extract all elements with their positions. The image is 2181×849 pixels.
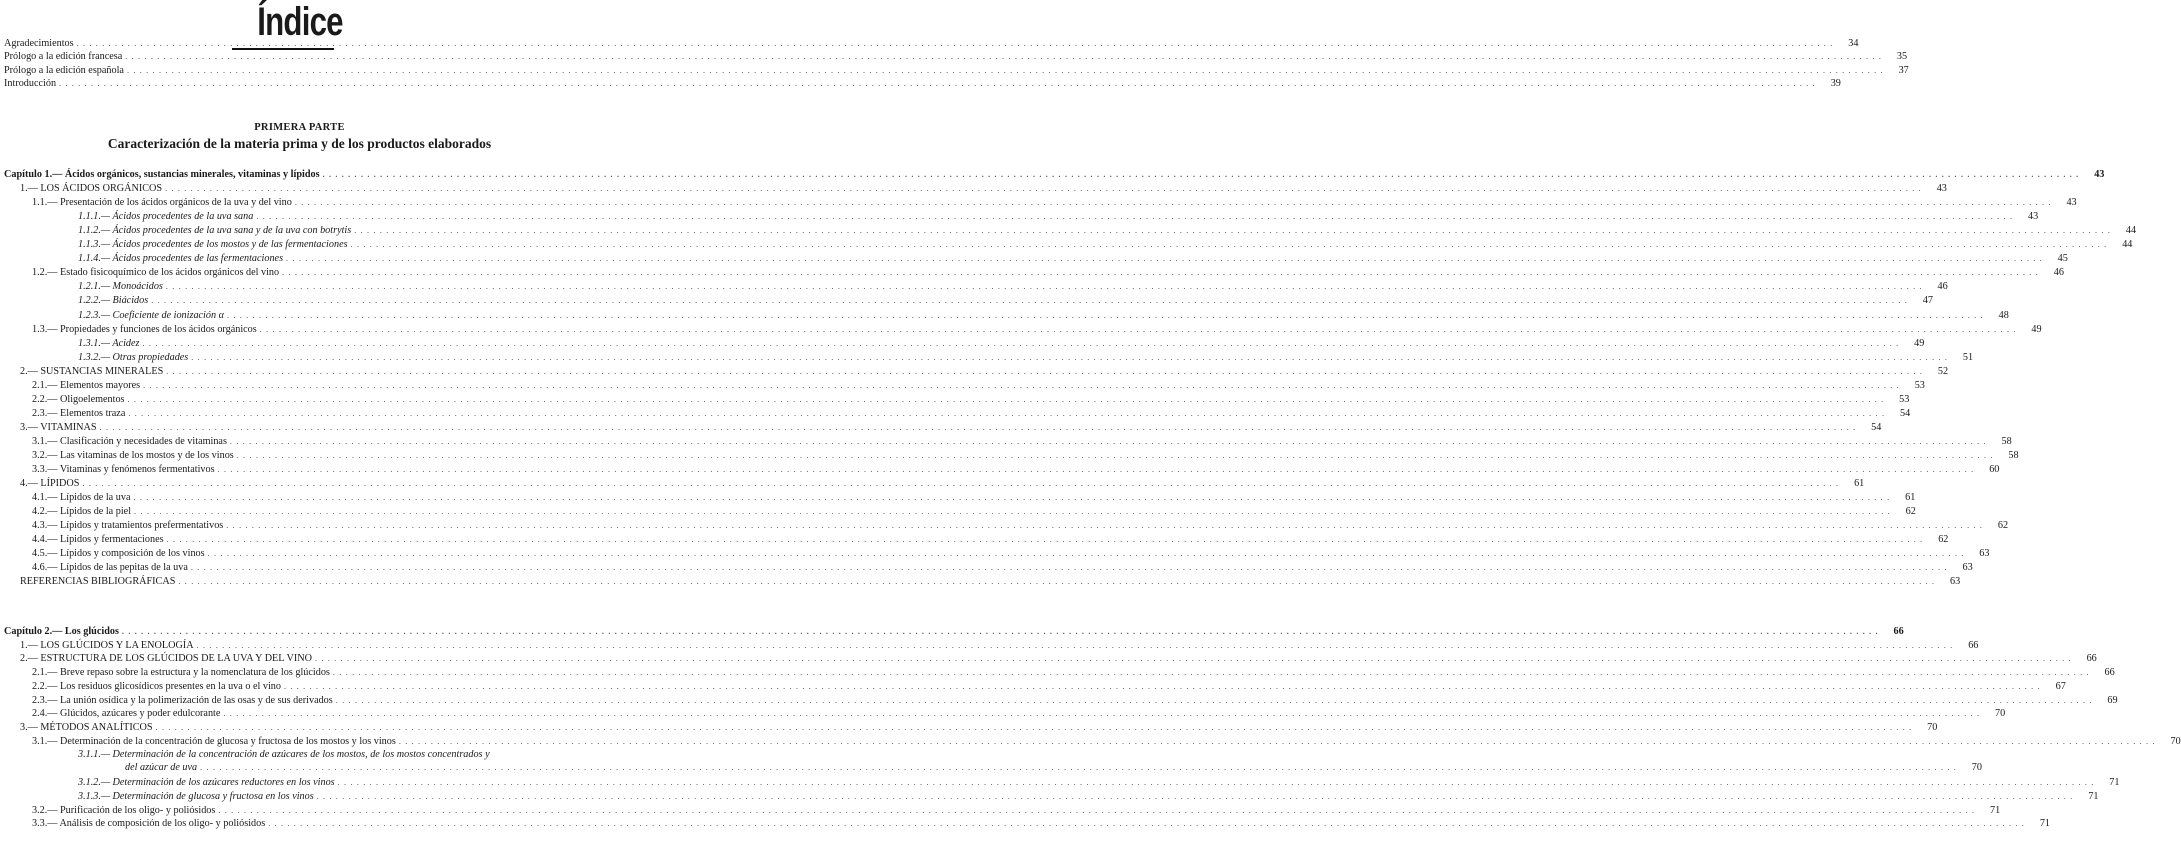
toc-entry-wrapped[interactable] <box>4 748 1982 775</box>
toc-entry-text: Análisis de composición de los oligo- y poliósidos <box>59 818 266 830</box>
toc-entry-number: 3.3.— <box>32 464 58 476</box>
dot-leader <box>338 776 2095 789</box>
toc-entry-page: 54 <box>1871 421 1882 433</box>
toc-entry-page: 61 <box>1854 478 1865 490</box>
toc-entry[interactable] <box>4 449 2019 462</box>
toc-entry-number: 4.4.— <box>32 534 58 546</box>
toc-entry-page: 34 <box>1848 38 1859 49</box>
toc-entry-label <box>78 294 148 307</box>
toc-entry-text: Coeficiente de ionización α <box>112 309 224 321</box>
toc-entry-label <box>78 210 253 223</box>
toc-entry-page: 51 <box>1962 351 1974 363</box>
toc-entry-page: 46 <box>2053 267 2064 279</box>
toc-entry-number: 2.4.— <box>32 708 58 720</box>
toc-entry-text: Determinación de la concentración de glucosa y fructosa de los mostos y los vinos <box>60 735 396 747</box>
toc-entry[interactable] <box>4 519 2009 532</box>
dot-leader <box>167 533 1924 546</box>
toc-entry[interactable] <box>4 182 1947 195</box>
toc-entry-text: Lípidos y tratamientos prefermentativos <box>60 520 224 532</box>
toc-entry-label <box>78 351 188 364</box>
toc-entry-text: Capítulo 2.— Los glúcidos <box>4 626 119 637</box>
toc-entry-number: 1.2.3.— <box>78 309 110 321</box>
toc-entry-page: 70 <box>1971 762 1982 774</box>
toc-entry-page: 62 <box>1997 520 2009 532</box>
toc-entry-number: 2.2.— <box>32 393 58 405</box>
dot-leader <box>166 365 1923 378</box>
toc-entry-page: 71 <box>1990 804 2001 816</box>
toc-entry-text: Biácidos <box>112 295 149 307</box>
toc-entry[interactable] <box>4 393 1910 406</box>
toc-entry-page: 58 <box>2008 450 2019 461</box>
toc-entry[interactable] <box>4 337 1925 350</box>
toc-entry-number: 4.1.— <box>32 492 58 504</box>
dot-leader <box>208 547 1965 560</box>
toc-entry-number: 1.1.4.— <box>78 253 110 265</box>
toc-entry-text: Estado fisicoquímico de los ácidos orgánicos del vino <box>60 267 280 279</box>
toc-entry-label <box>32 196 292 209</box>
toc-entry-number: 2.3.— <box>32 407 58 419</box>
toc-entry-label <box>4 625 119 638</box>
toc-entry-number: 1.2.1.— <box>78 281 110 293</box>
dot-leader <box>128 393 1885 406</box>
dot-leader <box>256 210 2013 223</box>
toc-entry[interactable] <box>4 652 2097 665</box>
toc-entry-number: 3.2.— <box>32 450 58 461</box>
dot-leader <box>200 761 1957 774</box>
part-label: PRIMERA PARTE <box>254 122 345 133</box>
toc-entry-text: Elementos traza <box>60 407 126 419</box>
toc-entry-page: 43 <box>1936 183 1947 195</box>
toc-entry-label <box>32 735 396 748</box>
toc-entry-label <box>32 533 164 546</box>
toc-entry-label <box>32 519 223 532</box>
dot-leader <box>315 652 2072 665</box>
dot-leader <box>218 804 1975 817</box>
toc-entry-label <box>78 280 163 293</box>
toc-entry-page: 48 <box>1998 309 2009 321</box>
toc-entry-number: 2.1.— <box>32 379 58 391</box>
toc-entry-text: LOS ÁCIDOS ORGÁNICOS <box>40 183 163 195</box>
toc-entry[interactable] <box>4 280 1948 293</box>
toc-entry-text: Vitaminas y fenómenos fermentativos <box>59 464 215 476</box>
toc-entry-text: La unión osídica y la polimerización de las osas y de sus derivados <box>60 694 333 706</box>
toc-entry-label <box>32 817 265 830</box>
dot-leader <box>230 435 1987 448</box>
toc-entry-page: 63 <box>1979 548 1990 560</box>
toc-entry-number: 4.5.— <box>32 548 58 560</box>
dot-leader <box>354 224 2111 237</box>
toc-entry-label <box>20 365 163 378</box>
part-subtitle: Caracterización de la materia prima y de los productos elaborados <box>107 136 492 151</box>
toc-entry-page: 63 <box>1962 562 1973 574</box>
toc-entry-label <box>78 776 335 789</box>
toc-entry-text: Lípidos de la uva <box>60 492 131 504</box>
dot-leader <box>284 680 2041 693</box>
dot-leader <box>336 694 2093 707</box>
toc-entry[interactable] <box>4 323 2042 336</box>
toc-entry[interactable] <box>4 625 1904 638</box>
toc-entry[interactable] <box>4 77 1841 90</box>
dot-leader <box>237 449 1994 462</box>
toc-entry-text: REFERENCIAS BIBLIOGRÁFICAS <box>20 576 176 588</box>
toc-entry[interactable] <box>4 694 2118 707</box>
toc-entry-label <box>20 639 194 652</box>
toc-entry[interactable] <box>4 365 1949 378</box>
dot-leader <box>286 252 2043 265</box>
toc-entry[interactable] <box>4 266 2064 279</box>
toc-entry[interactable] <box>4 575 1961 588</box>
toc-entry-page: 53 <box>1914 379 1925 391</box>
toc-entry-text: Capítulo 1.— Ácidos orgánicos, sustancias minerales, vitaminas y lípidos <box>4 169 320 180</box>
toc-entry-text: MÉTODOS ANALÍTICOS <box>40 721 153 733</box>
dot-leader <box>351 238 2108 251</box>
toc-entry[interactable] <box>4 351 1974 364</box>
toc-entry[interactable] <box>4 817 2050 830</box>
toc-entry-text: Ácidos procedentes de los mostos y de las fermentaciones <box>112 239 348 251</box>
dot-leader <box>317 790 2074 803</box>
toc-entry[interactable] <box>4 252 2068 265</box>
dot-leader <box>178 575 1935 588</box>
toc-entry-label <box>32 707 220 720</box>
dot-leader <box>165 182 1922 195</box>
toc-entry-page: 70 <box>1927 721 1938 733</box>
toc-entry-text: Introducción <box>4 77 57 89</box>
toc-entry-label <box>32 435 227 448</box>
toc-entry-number: 3.1.2.— <box>78 777 110 789</box>
dot-leader <box>197 639 1954 652</box>
toc-entry-text: Ácidos procedentes de las fermentaciones <box>112 253 284 265</box>
toc-entry-label <box>4 37 74 50</box>
toc-entry-page: 61 <box>1905 492 1916 504</box>
toc-entry[interactable] <box>4 804 2001 817</box>
toc-entry[interactable] <box>4 463 2000 476</box>
toc-entry[interactable] <box>4 379 1925 392</box>
toc-entry[interactable] <box>4 294 1933 307</box>
toc-entry-label <box>32 804 215 817</box>
toc-entry-number: 4.2.— <box>32 506 58 518</box>
dot-leader <box>323 168 2080 181</box>
toc-entry[interactable] <box>4 407 1911 420</box>
toc-entry-label <box>32 547 205 560</box>
toc-entry-number: 3.3.— <box>32 818 58 830</box>
dot-leader <box>268 817 2025 830</box>
toc-entry[interactable] <box>4 435 2012 448</box>
toc-entry-text: Prólogo a la edición francesa <box>4 51 123 63</box>
toc-entry-page: 44 <box>2125 225 2137 237</box>
dot-leader <box>223 707 1980 720</box>
toc-entry[interactable] <box>4 50 1908 63</box>
toc-entry-label <box>32 491 130 504</box>
toc-entry-page: 58 <box>2001 435 2012 447</box>
toc-entry[interactable] <box>4 735 2181 748</box>
toc-entry-page: 43 <box>2066 197 2077 209</box>
toc-entry-number: 3.1.— <box>32 435 58 447</box>
dot-leader <box>128 407 1885 420</box>
toc-entry-text: Glúcidos, azúcares y poder edulcorante <box>60 708 221 720</box>
toc-entry-number: 3.1.— <box>32 735 58 747</box>
toc-entry-text: Las vitaminas de los mostos y de los vinos <box>60 450 234 461</box>
dot-leader <box>143 337 1900 350</box>
toc-entry[interactable] <box>4 238 2133 251</box>
toc-entry-number: 2.— <box>20 365 38 377</box>
toc-entry-line1 <box>4 748 595 761</box>
toc-entry-number: 1.1.3.— <box>78 239 110 251</box>
toc-entry-label <box>20 477 79 490</box>
dot-leader <box>226 519 1983 532</box>
toc-entry-label <box>4 64 124 77</box>
toc-entry-page: 53 <box>1899 393 1910 405</box>
toc-entry[interactable] <box>4 224 2137 237</box>
toc-entry-number: 4.6.— <box>32 562 58 574</box>
dot-leader <box>399 735 2156 748</box>
toc-entry-page: 67 <box>2055 680 2066 692</box>
toc-entry-number: 4.— <box>20 478 38 490</box>
dot-leader <box>156 721 1913 734</box>
toc-entry-number: 1.— <box>20 639 38 651</box>
toc-entry-page: 63 <box>1950 576 1961 588</box>
toc-entry-text: Lípidos de las pepitas de la uva <box>60 562 188 574</box>
toc-entry-text: Prólogo a la edición española <box>4 64 124 76</box>
toc-entry-label <box>20 575 175 588</box>
toc-entry-number: 1.— <box>20 183 38 195</box>
toc-entry-label <box>32 407 125 420</box>
toc-entry-label <box>32 449 234 462</box>
toc-entry[interactable] <box>4 533 1949 546</box>
toc-entry-number: 1.3.1.— <box>78 337 110 349</box>
toc-entry-label <box>78 337 140 350</box>
toc-entry-number: 3.— <box>20 721 38 733</box>
toc-entry[interactable] <box>4 168 2105 181</box>
toc-entry-text: Presentación de los ácidos orgánicos de la uva y del vino <box>60 197 292 209</box>
toc-entry-page: 71 <box>2109 777 2120 789</box>
toc-entry[interactable] <box>4 421 1882 434</box>
toc-entry-page: 43 <box>2094 169 2105 180</box>
toc-entry-number: 1.2.— <box>32 267 58 279</box>
toc-entry-label <box>32 694 333 707</box>
toc-entry-text: Ácidos procedentes de la uva sana <box>112 211 254 223</box>
dot-leader <box>82 477 1839 490</box>
dot-leader <box>77 37 1834 50</box>
toc-entry-label <box>78 252 283 265</box>
toc-entry-text: Determinación de los azúcares reductores en los vinos <box>112 777 335 789</box>
toc-entry-page: 66 <box>1968 639 1979 651</box>
toc-entry[interactable] <box>4 196 2077 209</box>
toc-entry-text: Propiedades y funciones de los ácidos orgánicos <box>60 323 257 335</box>
toc-entry-page: 70 <box>2170 735 2181 747</box>
toc-entry[interactable] <box>4 37 1859 50</box>
toc-entry-text: Ácidos procedentes de la uva sana y de la uva con botrytis <box>112 225 352 237</box>
toc-entry-number: 3.— <box>20 421 38 433</box>
toc-entry-text: Otras propiedades <box>112 351 189 363</box>
toc-entry-text: Breve repaso sobre la estructura y la nomenclatura de los glúcidos <box>60 667 330 679</box>
toc-entry[interactable] <box>4 477 1865 490</box>
toc-entry-label <box>4 168 320 181</box>
toc-entry-page: 69 <box>2107 694 2118 706</box>
toc-entry-label <box>20 652 312 665</box>
toc-entry[interactable] <box>4 547 1990 560</box>
toc-entry-label <box>78 238 348 251</box>
toc-entry-label <box>32 463 215 476</box>
toc-entry[interactable] <box>4 639 1979 652</box>
toc-entry-line2 <box>4 761 1982 774</box>
toc-entry-number: 3.1.1.— <box>78 749 110 761</box>
dot-leader <box>59 77 1816 90</box>
toc-entry[interactable] <box>4 721 1938 734</box>
toc-entry-page: 45 <box>2057 253 2068 265</box>
toc-entry-label <box>32 561 188 574</box>
toc-entry-text: Determinación de la concentración de azúcares de los mostos, de los mostos concentrados y <box>112 749 490 761</box>
toc-entry-label <box>32 379 140 392</box>
toc-entry-number: 1.1.1.— <box>78 211 110 223</box>
toc-entry-page: 62 <box>1905 506 1916 518</box>
toc-entry-page: 71 <box>2039 818 2050 830</box>
toc-entry-text: Elementos mayores <box>60 379 141 391</box>
dot-leader <box>227 309 1984 322</box>
toc-entry-label <box>4 50 122 63</box>
toc-entry-label <box>32 680 281 693</box>
toc-entry-page: 66 <box>1893 626 1904 637</box>
toc-entry-label <box>20 182 162 195</box>
toc-entry-text: LÍPIDOS <box>40 478 80 490</box>
toc-entry-text: Acidez <box>112 337 140 349</box>
toc-entry-label <box>32 666 330 679</box>
dot-leader <box>166 280 1923 293</box>
toc-entry-page: 44 <box>2122 239 2133 251</box>
toc-entry-text: Lípidos y fermentaciones <box>60 534 164 546</box>
toc-entry-number: 2.1.— <box>32 667 58 679</box>
toc-entry-number: 2.3.— <box>32 694 58 706</box>
toc-entry-text: Lípidos de la piel <box>60 506 132 518</box>
toc-entry-label <box>32 505 131 518</box>
toc-entry[interactable] <box>4 776 2120 789</box>
dot-leader <box>134 505 1891 518</box>
toc-entry-text: Lípidos y composición de los vinos <box>60 548 205 560</box>
page-title: Índice <box>257 0 343 44</box>
toc-entry-page: 47 <box>1922 295 1933 307</box>
toc-entry-label <box>78 224 351 237</box>
toc-entry[interactable] <box>4 666 2115 679</box>
toc-entry-text: ESTRUCTURA DE LOS GLÚCIDOS DE LA UVA Y DEL VINO <box>40 653 312 665</box>
dot-leader <box>260 323 2017 336</box>
toc-entry-label <box>78 309 224 322</box>
toc-entry-page: 60 <box>1989 464 2000 476</box>
dot-leader <box>295 196 2052 209</box>
toc-entry-label <box>20 421 97 434</box>
toc-entry-label <box>32 393 125 406</box>
dot-leader <box>122 625 1879 638</box>
toc-entry-page: 43 <box>2027 211 2039 223</box>
dot-leader <box>218 463 1975 476</box>
toc-entry[interactable] <box>4 491 1916 504</box>
toc-entry-text: Clasificación y necesidades de vitaminas <box>60 435 227 447</box>
dot-leader <box>127 64 1884 77</box>
toc-entry-number: 2.2.— <box>32 680 58 692</box>
toc-entry-text: Oligoelementos <box>60 393 125 405</box>
toc-entry[interactable] <box>4 210 2039 223</box>
dot-leader <box>133 491 1890 504</box>
toc-entry-number: 1.2.2.— <box>78 295 110 307</box>
toc-entry[interactable] <box>4 505 1916 518</box>
toc-entry-number: 1.1.2.— <box>78 225 110 237</box>
toc-entry-text: Los residuos glicosídicos presentes en la uva o el vino <box>60 680 281 692</box>
toc-entry-number: 1.3.— <box>32 323 58 335</box>
dot-leader <box>333 666 2090 679</box>
toc-entry-page: 52 <box>1937 365 1949 377</box>
toc-entry-text: VITAMINAS <box>40 421 97 433</box>
toc-entry-label <box>32 323 257 336</box>
dot-leader <box>282 266 2039 279</box>
dot-leader <box>143 379 1900 392</box>
toc-entry-number: 1.3.2.— <box>78 351 110 363</box>
toc-entry-number: 2.— <box>20 653 38 665</box>
toc-entry[interactable] <box>4 64 1909 77</box>
dot-leader <box>191 351 1948 364</box>
toc-entry[interactable] <box>4 707 2006 720</box>
toc-entry-page: 71 <box>2088 791 2099 802</box>
dot-leader <box>191 561 1948 574</box>
toc-entry-page: 66 <box>2104 667 2115 679</box>
dot-leader <box>151 294 1908 307</box>
dot-leader <box>125 50 1882 63</box>
toc-entry-page: 35 <box>1896 51 1908 63</box>
toc-entry-page: 49 <box>2031 323 2042 335</box>
toc-entry-page: 54 <box>1899 407 1911 419</box>
toc-entry[interactable] <box>4 680 2066 693</box>
toc-entry-number: 3.1.3.— <box>78 791 110 802</box>
toc-entry-label <box>78 790 314 803</box>
toc-entry-label <box>4 77 56 90</box>
toc-entry-text: del azúcar de uva <box>125 762 198 774</box>
dot-leader <box>100 421 1857 434</box>
toc-entry-page: 39 <box>1830 77 1841 89</box>
toc-entry-number: 4.3.— <box>32 520 58 532</box>
toc-entry-number: 3.2.— <box>32 804 58 816</box>
toc-entry-page: 62 <box>1938 534 1949 546</box>
toc-entry-text: LOS GLÚCIDOS Y LA ENOLOGÍA <box>40 639 194 651</box>
toc-entry[interactable] <box>4 561 1973 574</box>
toc-entry-text: Purificación de los oligo- y poliósidos <box>60 804 216 816</box>
toc-entry-label <box>32 266 279 279</box>
toc-entry-page: 66 <box>2086 653 2097 665</box>
toc-entry-text: Agradecimientos <box>4 38 74 49</box>
toc-entry-label <box>20 721 153 734</box>
toc-entry[interactable] <box>4 790 2099 803</box>
toc-entry-text: SUSTANCIAS MINERALES <box>40 365 164 377</box>
toc-entry-text: Determinación de glucosa y fructosa en los vinos <box>112 791 314 802</box>
toc-entry-page: 46 <box>1937 281 1948 293</box>
toc-entry-page: 37 <box>1898 64 1909 76</box>
toc-entry-page: 49 <box>1914 337 1925 349</box>
toc-entry-text: Monoácidos <box>112 281 163 293</box>
toc-entry-page: 70 <box>1995 708 2006 720</box>
toc-entry-number: 1.1.— <box>32 197 58 209</box>
toc-entry[interactable] <box>4 309 2009 322</box>
